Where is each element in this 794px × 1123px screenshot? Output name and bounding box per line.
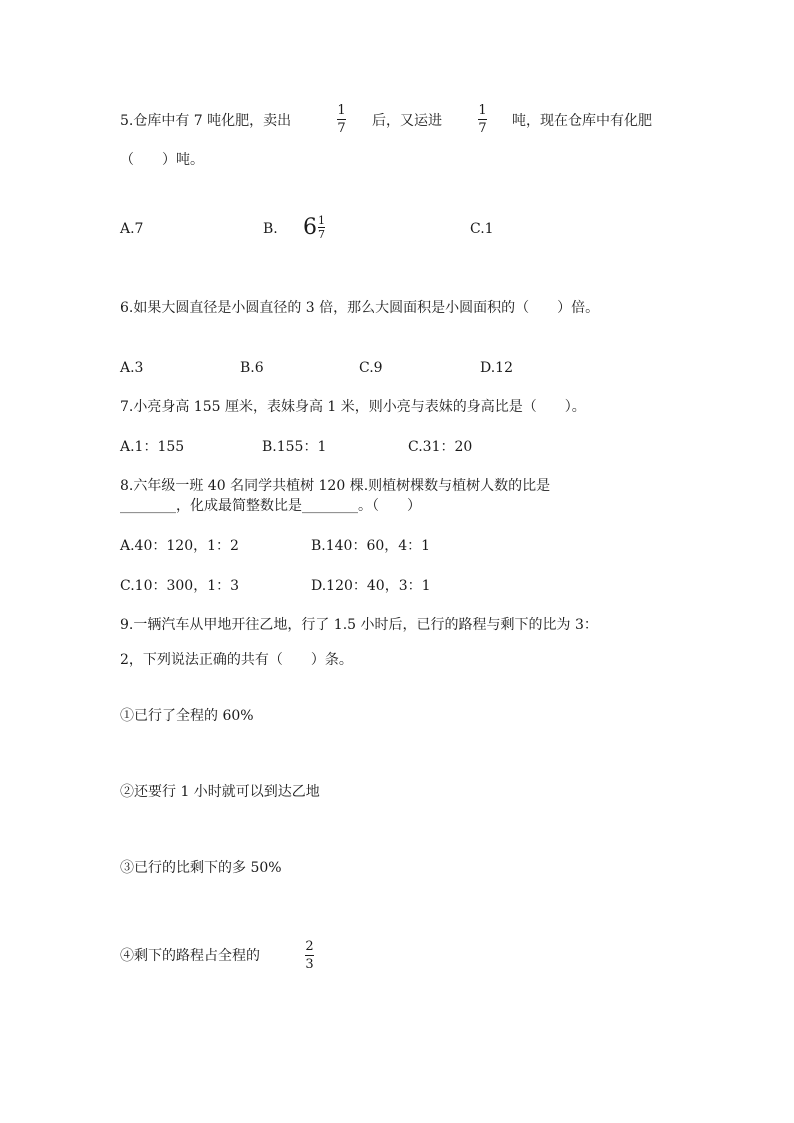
q9-statement-4-fraction: [305, 940, 314, 971]
q8-option-b: B.140：60，4：1: [311, 538, 431, 554]
q8-option-d: D.120：40，3：1: [311, 578, 431, 594]
fraction-numerator: 2: [305, 939, 314, 954]
q5-text-part2: 后，又运进: [372, 113, 442, 129]
fraction-denominator: 7: [337, 121, 346, 136]
q5-option-b-mixed-number: [303, 215, 325, 240]
q9-statement-4: ④剩下的路程占全程的: [120, 948, 260, 964]
q6-option-d: D.12: [480, 360, 513, 376]
q5-fraction-added: [478, 104, 487, 135]
fraction-denominator: 7: [318, 228, 325, 241]
q5-option-c: C.1: [470, 221, 494, 237]
q7-option-b: B.155：1: [262, 439, 327, 455]
q5-text-part3: 吨，现在仓库中有化肥: [512, 113, 652, 129]
mixed-whole: 6: [303, 214, 317, 240]
q9-statement-2: ②还要行 1 小时就可以到达乙地: [120, 784, 320, 800]
q6-option-c: C.9: [359, 360, 383, 376]
q5-option-a: A.7: [120, 221, 144, 237]
q5-text-part1: 5.仓库中有 7 吨化肥，卖出: [120, 113, 292, 129]
q7-option-a: A.1：155: [120, 439, 185, 455]
q6-option-a: A.3: [120, 360, 144, 376]
fraction-numerator: 1: [337, 103, 346, 118]
q8-text-line1: 8.六年级一班 40 名同学共植树 120 棵.则植树棵数与植树人数的比是: [120, 478, 551, 494]
fraction-bar: [305, 955, 314, 956]
fraction-denominator: 7: [478, 121, 487, 136]
q8-text-line2: ________，化成最简整数比是________。（ ）: [120, 498, 421, 514]
q9-statement-1: ①已行了全程的 60%: [120, 708, 254, 724]
fraction-numerator: 1: [318, 214, 325, 227]
q8-option-a: A.40：120，1：2: [120, 538, 239, 554]
q6-option-b: B.6: [240, 360, 264, 376]
q8-option-c: C.10：300，1：3: [120, 578, 240, 594]
q5-text-line2: （ ）吨。: [120, 152, 204, 168]
q7-text: 7.小亮身高 155 厘米，表妹身高 1 米，则小亮与表妹的身高比是（ ）。: [120, 399, 586, 415]
q5-option-b-label: B.: [263, 221, 278, 237]
q7-option-c: C.31：20: [408, 439, 473, 455]
mixed-fraction: [318, 215, 325, 240]
fraction-denominator: 3: [305, 957, 314, 972]
fraction-numerator: 1: [478, 103, 487, 118]
q9-text-line1: 9.一辆汽车从甲地开往乙地，行了 1.5 小时后，已行的路程与剩下的比为 3：: [120, 617, 598, 633]
q5-fraction-sold: [337, 104, 346, 135]
q9-statement-3: ③已行的比剩下的多 50%: [120, 860, 282, 876]
fraction-bar: [478, 119, 487, 120]
q9-text-line2: 2，下列说法正确的共有（ ）条。: [120, 652, 353, 668]
q6-text: 6.如果大圆直径是小圆直径的 3 倍，那么大圆面积是小圆面积的（ ）倍。: [120, 300, 600, 316]
fraction-bar: [337, 119, 346, 120]
